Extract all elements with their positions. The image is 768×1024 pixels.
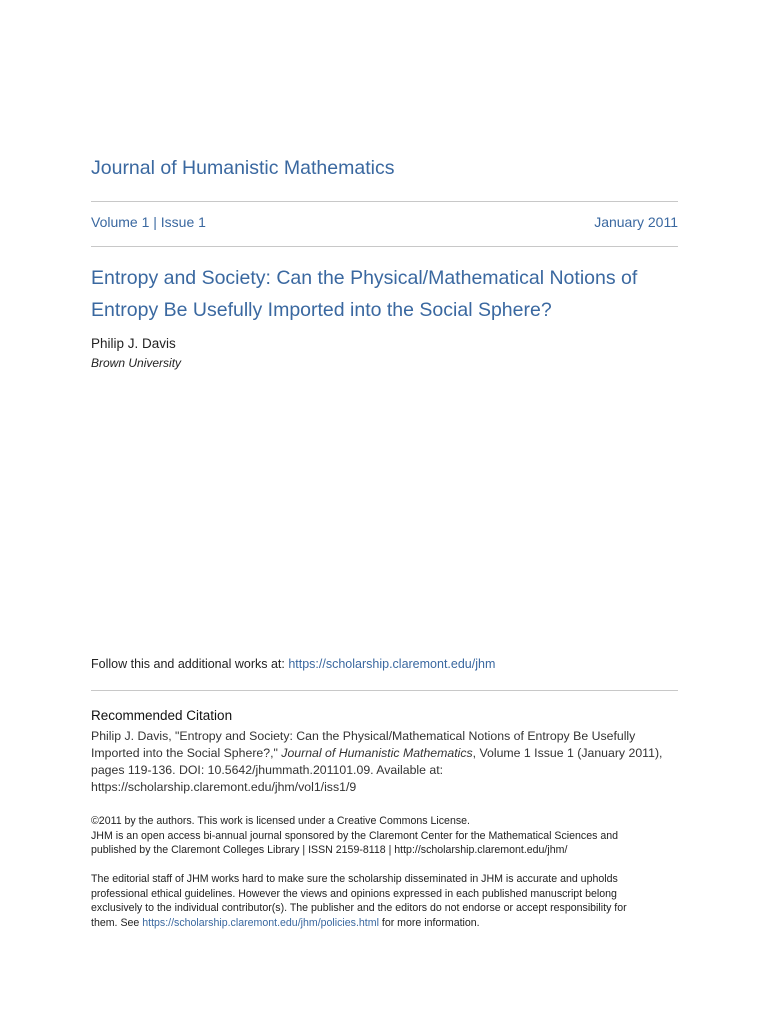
follow-link[interactable]: https://scholarship.claremont.edu/jhm — [288, 657, 496, 671]
license-line-1: ©2011 by the authors. This work is licensed under a Creative Commons License. — [91, 815, 470, 827]
author-name: Philip J. Davis — [91, 336, 176, 351]
article-title-line-2: Entropy Be Usefully Imported into the Social Sphere? — [91, 299, 552, 321]
issue-date: January 2011 — [594, 214, 678, 230]
recommended-citation-heading: Recommended Citation — [91, 708, 233, 723]
citation-divider — [91, 690, 678, 691]
issue-divider — [91, 246, 678, 247]
cover-page — [91, 0, 678, 1024]
editorial-line-1: The editorial staff of JHM works hard to make sure the scholarship disseminated in JHM is accurate and upholds — [91, 873, 618, 885]
author-affiliation: Brown University — [91, 356, 182, 370]
citation-part-1: Philip J. Davis, "Entropy and Society: Can the Physical/Mathematical Notions of Entropy Be Usefully Imported into the Social Sphere?," — [91, 729, 636, 760]
top-divider — [91, 201, 678, 202]
license-line-3: published by the Claremont Colleges Library | ISSN 2159-8118 | http://scholarship.claremont.edu/jhm/ — [91, 844, 568, 856]
article-title-link[interactable] — [91, 262, 678, 326]
follow-line — [91, 657, 495, 671]
editorial-more-info: for more information. — [378, 916, 480, 929]
issue-row — [91, 214, 678, 230]
journal-title-link[interactable]: Journal of Humanistic Mathematics — [91, 157, 395, 179]
editorial-block — [91, 872, 678, 930]
editorial-line-4 — [91, 916, 678, 931]
citation-journal: Journal of Humanistic Mathematics — [281, 746, 473, 760]
license-block — [91, 814, 678, 858]
editorial-line-2: professional ethical guidelines. However the views and opinions expressed in each published manuscript belong — [91, 887, 617, 900]
editorial-line-3: exclusively to the individual contributor(s). The publisher and the editors do not endorse or accept responsibility for — [91, 902, 627, 914]
citation-part-2: , Volume 1 Issue 1 (January 2011), pages 119-136. DOI: 10.5642/jhummath.201101.09. Available at: https://scholarship.claremont.edu/jhm/vol1/iss1/9 — [91, 746, 663, 794]
follow-text: Follow this and additional works at: — [91, 657, 289, 671]
editorial-see: them. See — [91, 916, 143, 929]
policies-link[interactable]: https://scholarship.claremont.edu/jhm/policies.html — [142, 916, 379, 929]
article-title-line-1: Entropy and Society: Can the Physical/Mathematical Notions of — [91, 267, 638, 289]
volume-issue-link[interactable]: Volume 1 | Issue 1 — [91, 214, 206, 230]
citation-text — [91, 728, 678, 796]
license-line-2: JHM is an open access bi-annual journal sponsored by the Claremont Center for the Mathematical Sciences and — [91, 829, 619, 842]
